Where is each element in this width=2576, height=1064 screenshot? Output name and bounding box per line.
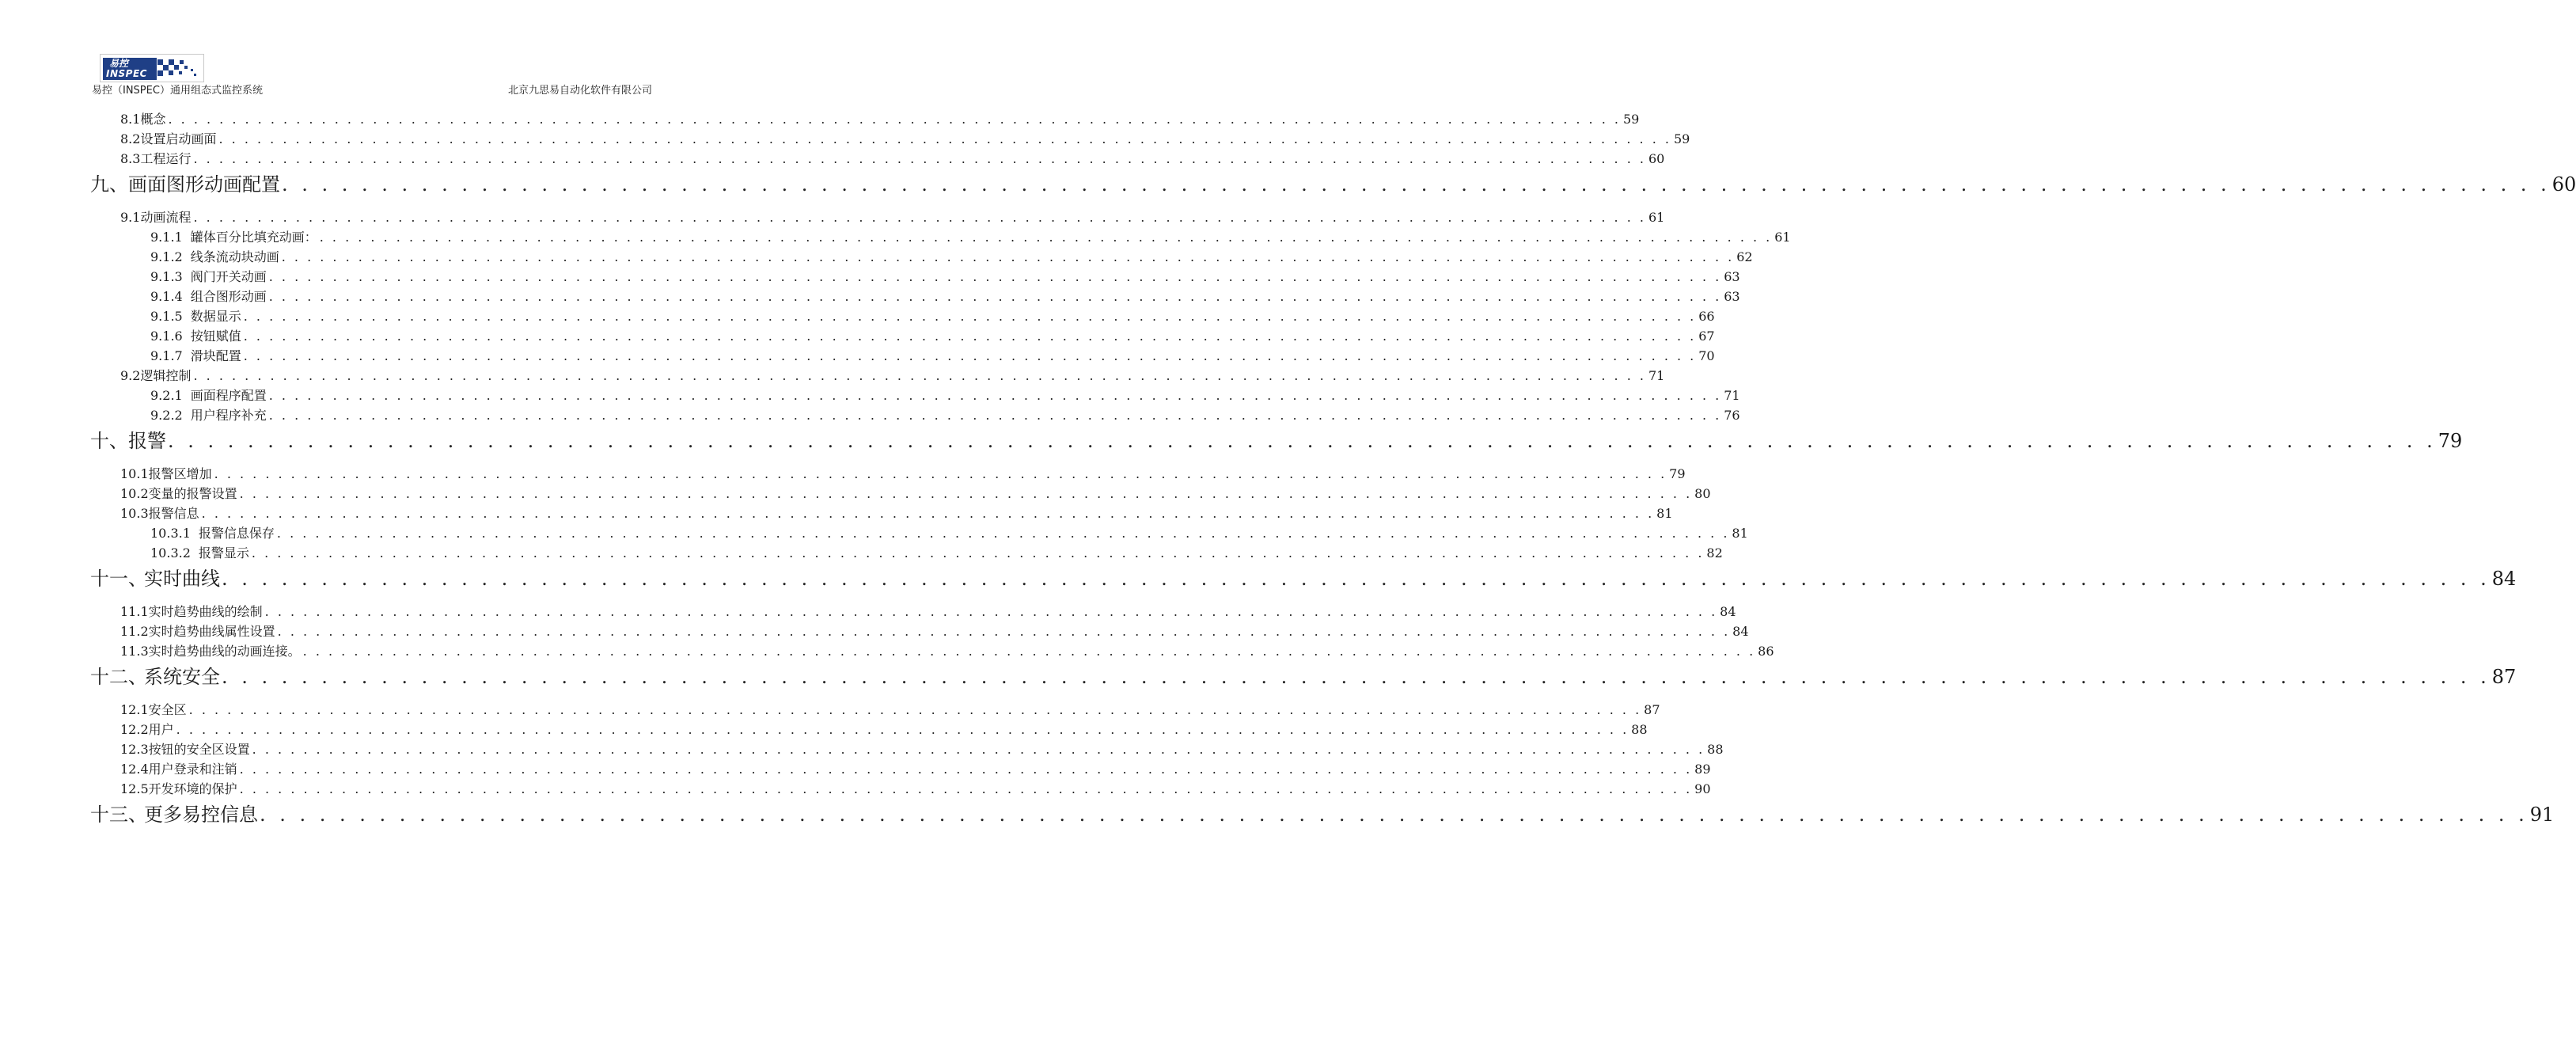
toc-number: 9.2 (120, 368, 141, 383)
toc-dot-leader: . . . . . . . . . . . . . . . . . . . . . . . . . . . . . . . . . . . . . . . . . . . . . . . . . . . . . . . . . . . . . . . . . . . . . . . . . . . . . . . . . . . . . . . . . . . . . . . . . . . . . . . . . . . . . . . . . . (268, 408, 1722, 423)
toc-section[interactable] (120, 621, 1749, 639)
toc-number: 9.1.2 (150, 249, 183, 264)
toc-dot-leader: . . . . . . . . . . . . . . . . . . . . . . . . . . . . . . . . . . . . . . . . . . . . . . . . . . . . . . . . . . . . . . . . . . . . . . . . . . . . . . . . . . . . . . . . . . . . . . . . . . . . . . . . . . . . . . . . . . (268, 388, 1722, 403)
toc-title: 用户 (148, 722, 174, 737)
toc-number: 10.2 (120, 486, 149, 501)
toc-dot-leader: . . . . . . . . . . . . . . . . . . . . . . . . . . . . . . . . . . . . . . . . . . . . . . . . . . . . . . . . . . . . . . . . . . . . . . . . . . . . . . . . . . . . . . . . . . . . . . . . . . . . . . . . . . . . . . . . . . (319, 230, 1773, 245)
toc-title: 变量的报警设置 (148, 486, 237, 501)
toc-page-number: 60 (2551, 173, 2576, 196)
toc-dot-leader: . . . . . . . . . . . . . . . . . . . . . . . . . . . . . . . . . . . . . . . . . . . . . . . . . . . . . . . . . . . . . . . . . . . . . . . . . . . . . . . . . . . . . . . . . . . . . . . . . . . . . . . . . . . . . . . . . . (201, 506, 1655, 521)
toc-page-number: 59 (1622, 112, 1640, 127)
toc-section[interactable] (120, 504, 1673, 521)
toc-dot-leader: . . . . . . . . . . . . . . . . . . . . . . . . . . . . . . . . . . . . . . . . . . . . . . . . . . . . . . . . . . . . . . . . . . . . . . . . . . . . . . . . . . . . . . . . . . . . . . . . . . . . . . . . . . . . . . . . . . (168, 430, 2437, 452)
toc-dot-leader: . . . . . . . . . . . . . . . . . . . . . . . . . . . . . . . . . . . . . . . . . . . . . . . . . . . . . . . . . . . . . . . . . . . . . . . . . . . . . . . . . . . . . . . . . . . . . . . . . . . . . . . . . . . . . . . . . . (252, 742, 1705, 757)
toc-title: 实时曲线 (144, 568, 220, 590)
toc-title: 用户程序补充 (190, 408, 267, 423)
toc-dot-leader: . . . . . . . . . . . . . . . . . . . . . . . . . . . . . . . . . . . . . . . . . . . . . . . . . . . . . . . . . . . . . . . . . . . . . . . . . . . . . . . . . . . . . . . . . . . . . . . . . . . . . . . . . . . . . . . . . . (277, 624, 1731, 639)
toc-title: 实时趋势曲线的动画连接。 (148, 644, 301, 659)
toc-title: 报警显示 (198, 545, 249, 560)
toc-dot-leader: . . . . . . . . . . . . . . . . . . . . . . . . . . . . . . . . . . . . . . . . . . . . . . . . . . . . . . . . . . . . . . . . . . . . . . . . . . . . . . . . . . . . . . . . . . . . . . . . . . . . . . . . . . . . . . . . . . (243, 329, 1697, 344)
toc-page-number: 71 (1724, 388, 1740, 403)
toc-title: 报警区增加 (148, 466, 212, 481)
toc-title: 开发环境的保护 (148, 781, 237, 796)
toc-title: 更多易控信息 (144, 804, 258, 826)
toc-number: 9.1 (120, 210, 141, 225)
toc-dot-leader: . . . . . . . . . . . . . . . . . . . . . . . . . . . . . . . . . . . . . . . . . . . . . . . . . . . . . . . . . . . . . . . . . . . . . . . . . . . . . . . . . . . . . . . . . . . . . . . . . . . . . . . . . . . . . . . . . . (193, 210, 1646, 225)
toc-number: 10.3 (120, 506, 149, 521)
toc-title: 动画流程 (140, 210, 192, 225)
toc-page-number: 60 (1648, 151, 1665, 166)
toc-dot-leader: . . . . . . . . . . . . . . . . . . . . . . . . . . . . . . . . . . . . . . . . . . . . . . . . . . . . . . . . . . . . . . . . . . . . . . . . . . . . . . . . . . . . . . . . . . . . . . . . . . . . . . . . . . . . . . . . . . (188, 702, 1642, 717)
toc-section[interactable] (120, 779, 1711, 796)
toc-title: 报警信息保存 (198, 526, 275, 541)
toc-dot-leader: . . . . . . . . . . . . . . . . . . . . . . . . . . . . . . . . . . . . . . . . . . . . . . . . . . . . . . . . . . . . . . . . . . . . . . . . . . . . . . . . . . . . . . . . . . . . . . . . . . . . . . . . . . . . . . . . . . (264, 604, 1718, 619)
toc-subsection[interactable] (150, 227, 1791, 245)
toc-page-number: 88 (1707, 742, 1724, 757)
toc-dot-leader: . . . . . . . . . . . . . . . . . . . . . . . . . . . . . . . . . . . . . . . . . . . . . . . . . . . . . . . . . . . . . . . . . . . . . . . . . . . . . . . . . . . . . . . . . . . . . . . . . . . . . . . . . . . . . . . . . . (193, 368, 1646, 383)
toc-number: 9.1.3 (150, 269, 183, 284)
toc-number: 9.1.1 (150, 230, 183, 245)
toc-page-number: 88 (1631, 722, 1648, 737)
logo-en-text: INSPEC (106, 68, 147, 79)
toc-title: 安全区 (148, 702, 187, 717)
toc-section[interactable] (120, 602, 1736, 619)
toc-number: 9.2.1 (150, 388, 183, 403)
toc-title: 实时趋势曲线属性设置 (148, 624, 275, 639)
toc-dot-leader: . . . . . . . . . . . . . . . . . . . . . . . . . . . . . . . . . . . . . . . . . . . . . . . . . . . . . . . . . . . . . . . . . . . . . . . . . . . . . . . . . . . . . . . . . . . . . . . . . . . . . . . . . . . . . . . . . . (268, 269, 1722, 284)
toc-page-number: 84 (1732, 624, 1749, 639)
toc-subsection[interactable] (150, 267, 1740, 284)
toc-title: 滑块配置 (190, 348, 241, 363)
toc-page-number: 63 (1724, 269, 1740, 284)
toc-dot-leader: . . . . . . . . . . . . . . . . . . . . . . . . . . . . . . . . . . . . . . . . . . . . . . . . . . . . . . . . . . . . . . . . . . . . . . . . . . . . . . . . . . . . . . . . . . . . . . . . . . . . . . . . . . . . . . . . . . (251, 545, 1705, 560)
toc-subsection[interactable] (150, 405, 1740, 423)
toc-number: 十三、 (90, 804, 147, 826)
header-system-name: 易控（INSPEC）通用组态式监控系统 (92, 85, 263, 97)
toc-title: 数据显示 (190, 309, 241, 324)
toc-chapter[interactable] (90, 563, 2517, 590)
checkered-flag-icon (157, 58, 202, 80)
toc-dot-leader: . . . . . . . . . . . . . . . . . . . . . . . . . . . . . . . . . . . . . . . . . . . . . . . . . . . . . . . . . . . . . . . . . . . . . . . . . . . . . . . . . . . . . . . . . . . . . . . . . . . . . . . . . . . . . . . . . . (276, 526, 1730, 541)
toc-page-number: 61 (1648, 210, 1665, 225)
toc-page-number: 70 (1698, 348, 1715, 363)
toc-number: 9.2.2 (150, 408, 183, 423)
toc-subsection[interactable] (150, 386, 1740, 403)
toc-title: 设置启动画面 (140, 131, 217, 146)
toc-section[interactable] (120, 149, 1665, 166)
toc-number: 10.3.1 (150, 526, 191, 541)
toc-dot-leader: . . . . . . . . . . . . . . . . . . . . . . . . . . . . . . . . . . . . . . . . . . . . . . . . . . . . . . . . . . . . . . . . . . . . . . . . . . . . . . . . . . . . . . . . . . . . . . . . . . . . . . . . . . . . . . . . . . (218, 131, 1671, 146)
toc-page-number: 84 (2491, 568, 2517, 590)
toc-title: 用户登录和注销 (148, 762, 237, 777)
toc-dot-leader: . . . . . . . . . . . . . . . . . . . . . . . . . . . . . . . . . . . . . . . . . . . . . . . . . . . . . . . . . . . . . . . . . . . . . . . . . . . . . . . . . . . . . . . . . . . . . . . . . . . . . . . . . . . . . . . . . . (282, 173, 2551, 196)
toc-section[interactable] (120, 739, 1724, 757)
toc-page-number: 66 (1698, 309, 1715, 324)
logo-cn-text: 易控 (109, 58, 129, 69)
toc-subsection[interactable] (150, 287, 1740, 304)
toc-section[interactable] (120, 464, 1686, 481)
toc-title: 系统安全 (144, 666, 220, 688)
toc-page-number: 89 (1694, 762, 1711, 777)
toc-number: 9.1.7 (150, 348, 183, 363)
toc-page-number: 79 (2438, 430, 2463, 452)
toc-page-number: 71 (1648, 368, 1665, 383)
toc-page-number: 63 (1724, 289, 1740, 304)
toc-dot-leader: . . . . . . . . . . . . . . . . . . . . . . . . . . . . . . . . . . . . . . . . . . . . . . . . . . . . . . . . . . . . . . . . . . . . . . . . . . . . . . . . . . . . . . . . . . . . . . . . . . . . . . . . . . . . . . . . . . (268, 289, 1722, 304)
toc-dot-leader: . . . . . . . . . . . . . . . . . . . . . . . . . . . . . . . . . . . . . . . . . . . . . . . . . . . . . . . . . . . . . . . . . . . . . . . . . . . . . . . . . . . . . . . . . . . . . . . . . . . . . . . . . . . . . . . . . . (239, 486, 1693, 501)
toc-subsection[interactable] (150, 247, 1753, 264)
toc-number: 12.5 (120, 781, 149, 796)
toc-page-number: 84 (1720, 604, 1736, 619)
toc-number: 11.3 (120, 644, 149, 659)
toc-page-number: 87 (2491, 666, 2517, 688)
toc-number: 9.1.4 (150, 289, 183, 304)
toc-title: 报警 (128, 430, 166, 452)
toc-page-number: 79 (1669, 466, 1686, 481)
toc-section[interactable] (120, 484, 1711, 501)
toc-dot-leader: . . . . . . . . . . . . . . . . . . . . . . . . . . . . . . . . . . . . . . . . . . . . . . . . . . . . . . . . . . . . . . . . . . . . . . . . . . . . . . . . . . . . . . . . . . . . . . . . . . . . . . . . . . . . . . . . . . (243, 309, 1697, 324)
toc-number: 12.2 (120, 722, 149, 737)
toc-dot-leader: . . . . . . . . . . . . . . . . . . . . . . . . . . . . . . . . . . . . . . . . . . . . . . . . . . . . . . . . . . . . . . . . . . . . . . . . . . . . . . . . . . . . . . . . . . . . . . . . . . . . . . . . . . . . . . . . . . (168, 112, 1621, 127)
toc-section[interactable] (120, 700, 1660, 717)
toc-number: 10.1 (120, 466, 149, 481)
toc-dot-leader: . . . . . . . . . . . . . . . . . . . . . . . . . . . . . . . . . . . . . . . . . . . . . . . . . . . . . . . . . . . . . . . . . . . . . . . . . . . . . . . . . . . . . . . . . . . . . . . . . . . . . . . . . . . . . . . . . . (302, 644, 1756, 659)
header-company-name: 北京九思易自动化软件有限公司 (507, 85, 652, 97)
toc-number: 8.3 (120, 151, 141, 166)
toc-number: 十一、 (90, 568, 147, 590)
toc-dot-leader: . . . . . . . . . . . . . . . . . . . . . . . . . . . . . . . . . . . . . . . . . . . . . . . . . . . . . . . . . . . . . . . . . . . . . . . . . . . . . . . . . . . . . . . . . . . . . . . . . . . . . . . . . . . . . . . . . . (239, 781, 1693, 796)
toc-number: 10.3.2 (150, 545, 191, 560)
toc-page-number: 61 (1774, 230, 1791, 245)
toc-dot-leader: . . . . . . . . . . . . . . . . . . . . . . . . . . . . . . . . . . . . . . . . . . . . . . . . . . . . . . . . . . . . . . . . . . . . . . . . . . . . . . . . . . . . . . . . . . . . . . . . . . . . . . . . . . . . . . . . . . (260, 804, 2529, 826)
toc-number: 11.2 (120, 624, 149, 639)
toc-subsection[interactable] (150, 306, 1715, 324)
toc-page-number: 80 (1694, 486, 1711, 501)
toc-dot-leader: . . . . . . . . . . . . . . . . . . . . . . . . . . . . . . . . . . . . . . . . . . . . . . . . . . . . . . . . . . . . . . . . . . . . . . . . . . . . . . . . . . . . . . . . . . . . . . . . . . . . . . . . . . . . . . . . . . (281, 249, 1735, 264)
toc-title: 实时趋势曲线的绘制 (148, 604, 263, 619)
toc-number: 12.4 (120, 762, 149, 777)
toc-page-number: 90 (1694, 781, 1711, 796)
toc-title: 按钮赋值 (190, 329, 241, 344)
toc-page-number: 86 (1758, 644, 1774, 659)
toc-dot-leader: . . . . . . . . . . . . . . . . . . . . . . . . . . . . . . . . . . . . . . . . . . . . . . . . . . . . . . . . . . . . . . . . . . . . . . . . . . . . . . . . . . . . . . . . . . . . . . . . . . . . . . . . . . . . . . . . . . (222, 666, 2491, 688)
toc-page-number: 76 (1724, 408, 1740, 423)
toc-page-number: 91 (2529, 804, 2555, 826)
toc-number: 11.1 (120, 604, 149, 619)
toc-section[interactable] (120, 759, 1711, 777)
toc-subsection[interactable] (150, 543, 1723, 560)
toc-title: 线条流动块动画 (190, 249, 279, 264)
toc-title: 报警信息 (148, 506, 199, 521)
toc-dot-leader: . . . . . . . . . . . . . . . . . . . . . . . . . . . . . . . . . . . . . . . . . . . . . . . . . . . . . . . . . . . . . . . . . . . . . . . . . . . . . . . . . . . . . . . . . . . . . . . . . . . . . . . . . . . . . . . . . . (176, 722, 1629, 737)
toc-dot-leader: . . . . . . . . . . . . . . . . . . . . . . . . . . . . . . . . . . . . . . . . . . . . . . . . . . . . . . . . . . . . . . . . . . . . . . . . . . . . . . . . . . . . . . . . . . . . . . . . . . . . . . . . . . . . . . . . . . (193, 151, 1646, 166)
toc-number: 9.1.6 (150, 329, 183, 344)
toc-number: 8.1 (120, 112, 141, 127)
toc-title: 组合图形动画 (190, 289, 267, 304)
toc-number: 8.2 (120, 131, 141, 146)
toc-section[interactable] (120, 129, 1690, 146)
toc-number: 12.1 (120, 702, 149, 717)
toc-section[interactable] (120, 641, 1774, 659)
toc-subsection[interactable] (150, 523, 1748, 541)
toc-chapter[interactable] (90, 661, 2517, 688)
toc-dot-leader: . . . . . . . . . . . . . . . . . . . . . . . . . . . . . . . . . . . . . . . . . . . . . . . . . . . . . . . . . . . . . . . . . . . . . . . . . . . . . . . . . . . . . . . . . . . . . . . . . . . . . . . . . . . . . . . . . . (222, 568, 2491, 590)
toc-title: 概念 (140, 112, 166, 127)
toc-page-number: 62 (1736, 249, 1753, 264)
toc-dot-leader: . . . . . . . . . . . . . . . . . . . . . . . . . . . . . . . . . . . . . . . . . . . . . . . . . . . . . . . . . . . . . . . . . . . . . . . . . . . . . . . . . . . . . . . . . . . . . . . . . . . . . . . . . . . . . . . . . . (239, 762, 1693, 777)
toc-dot-leader: . . . . . . . . . . . . . . . . . . . . . . . . . . . . . . . . . . . . . . . . . . . . . . . . . . . . . . . . . . . . . . . . . . . . . . . . . . . . . . . . . . . . . . . . . . . . . . . . . . . . . . . . . . . . . . . . . . (243, 348, 1697, 363)
toc-dot-leader: . . . . . . . . . . . . . . . . . . . . . . . . . . . . . . . . . . . . . . . . . . . . . . . . . . . . . . . . . . . . . . . . . . . . . . . . . . . . . . . . . . . . . . . . . . . . . . . . . . . . . . . . . . . . . . . . . . (214, 466, 1667, 481)
toc-number: 十二、 (90, 666, 147, 688)
toc-section[interactable] (120, 109, 1640, 127)
toc-subsection[interactable] (150, 326, 1715, 344)
toc-page-number: 59 (1673, 131, 1690, 146)
toc-number: 12.3 (120, 742, 149, 757)
toc-section[interactable] (120, 207, 1665, 225)
toc-title: 逻辑控制 (140, 368, 192, 383)
toc-title: 罐体百分比填充动画： (190, 230, 317, 245)
toc-number: 十、 (90, 430, 128, 452)
toc-chapter[interactable] (90, 425, 2463, 452)
toc-section[interactable] (120, 720, 1648, 737)
toc-number: 9.1.5 (150, 309, 183, 324)
toc-subsection[interactable] (150, 346, 1715, 363)
toc-title: 按钮的安全区设置 (148, 742, 250, 757)
toc-chapter[interactable] (90, 169, 2576, 196)
toc-chapter[interactable] (90, 799, 2555, 826)
toc-title: 画面程序配置 (190, 388, 267, 403)
toc-page-number: 81 (1732, 526, 1748, 541)
toc-page-number: 67 (1698, 329, 1715, 344)
toc-page-number: 81 (1656, 506, 1673, 521)
toc-section[interactable] (120, 366, 1665, 383)
toc-page-number: 82 (1706, 545, 1723, 560)
toc-title: 工程运行 (140, 151, 192, 166)
toc-title: 阀门开关动画 (190, 269, 267, 284)
company-logo (100, 54, 204, 82)
toc-page-number: 87 (1644, 702, 1660, 717)
toc-title: 画面图形动画配置 (128, 173, 280, 196)
toc-number: 九、 (90, 173, 128, 196)
logo-badge (103, 58, 157, 80)
